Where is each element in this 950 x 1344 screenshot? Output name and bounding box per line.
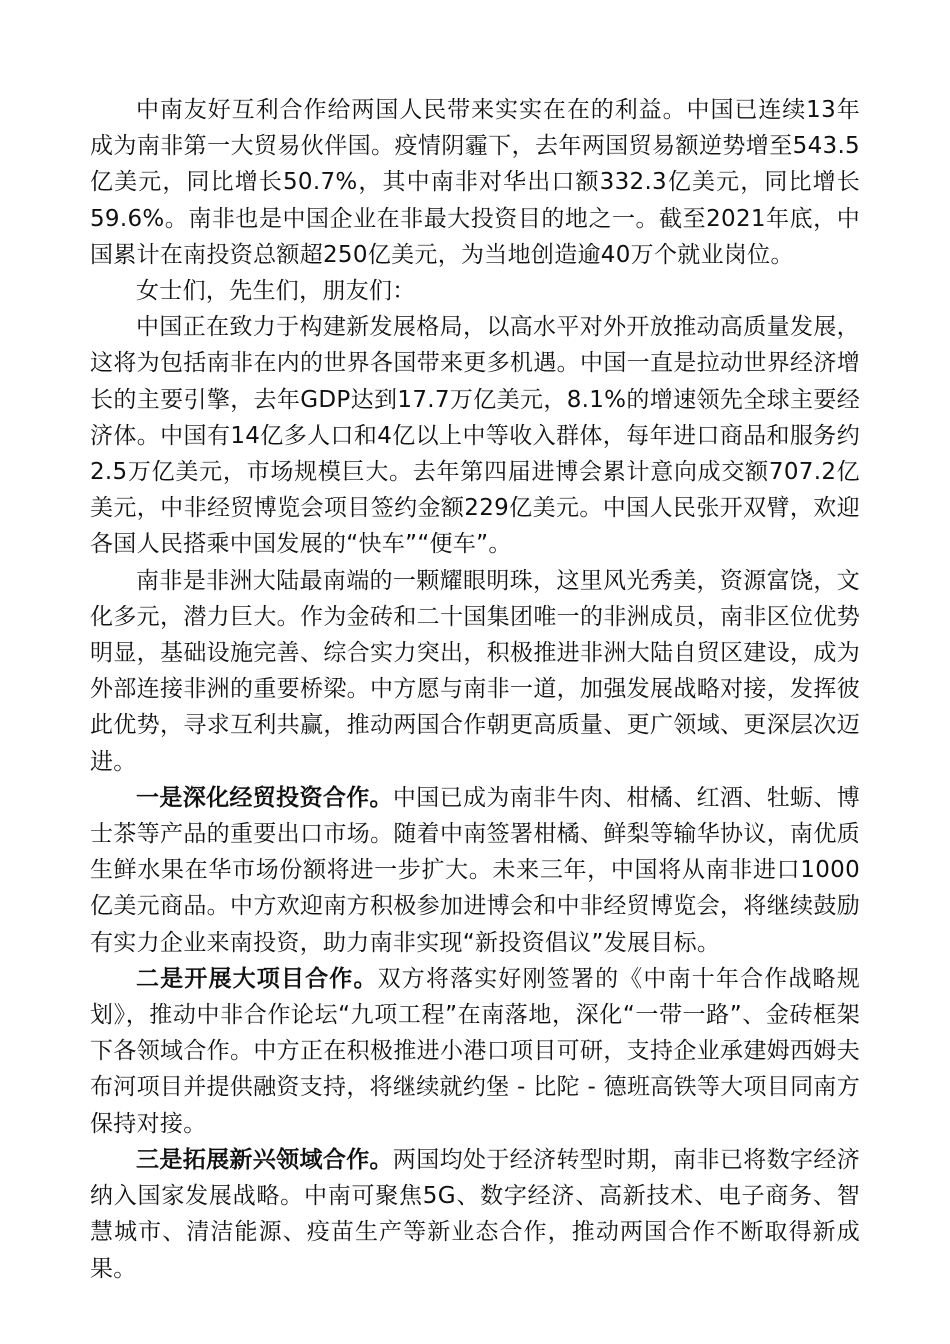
paragraph-emerging-fields: [90, 1142, 860, 1287]
paragraph-lead: 一是深化经贸投资合作。: [136, 784, 393, 811]
paragraph-lead: 三是拓展新兴领域合作。: [136, 1146, 393, 1173]
paragraph-text: 南非是非洲大陆最南端的一颗耀眼明珠，这里风光秀美，资源富饶，文化多元，潜力巨大。作为金砖和二十国集团唯一的非洲成员，南非区位优势明显，基础设施完善、综合实力突出，积极推进非洲大陆自贸区建设，成为外部连接非洲的重要桥梁。中方愿与南非一道，加强发展战略对接，发挥彼此优势，寻求互利共赢，推动两国合作朝更高质量、更广领域、更深层次迈进。: [90, 567, 860, 775]
paragraph-text: 中南友好互利合作给两国人民带来实实在在的利益。中国已连续13年成为南非第一大贸易伙伴国。疫情阴霾下，去年两国贸易额逆势增至543.5亿美元，同比增长50.7%，其中南非对华出口额332.3亿美元，同比增长59.6%。南非也是中国企业在非最大投资目的地之一。截至2021年底，中国累计在南投资总额超250亿美元，为当地创造逾40万个就业岗位。: [90, 97, 860, 268]
paragraph-china-development: [90, 309, 860, 562]
paragraph-text: 女士们，先生们，朋友们：: [136, 278, 416, 305]
paragraph-trade-benefits: [90, 92, 860, 273]
paragraph-lead: 二是开展大项目合作。: [136, 965, 378, 992]
paragraph-text: 中国已成为南非牛肉、柑橘、红酒、牡蛎、博士茶等产品的重要出口市场。随着中南签署柑橘、鲜梨等输华协议，南优质生鲜水果在华市场份额将进一步扩大。未来三年，中国将从南非进口1000亿美元商品。中方欢迎南方积极参加进博会和中非经贸博览会，将继续鼓励有实力企业来南投资，助力南非实现“新投资倡议”发展目标。: [90, 784, 860, 956]
document-page: [90, 92, 860, 1287]
paragraph-south-africa: [90, 563, 860, 780]
paragraph-salutation: [90, 273, 860, 309]
paragraph-text: 两国均处于经济转型时期，南非已将数字经济纳入国家发展战略。中南可聚焦5G、数字经济、高新技术、电子商务、智慧城市、清洁能源、疫苗生产等新业态合作，推动两国合作不断取得新成果。: [90, 1146, 860, 1282]
paragraph-text: 双方将落实好刚签署的《中南十年合作战略规划》，推动中非合作论坛“九项工程”在南落地，深化“一带一路”、金砖框架下各领域合作。中方正在积极推进小港口项目可研，支持企业承建姆西姆夫布河项目并提供融资支持，将继续就约堡 - 比陀 - 德班高铁等大项目同南方保持对接。: [90, 965, 861, 1137]
paragraph-trade-investment: [90, 780, 860, 961]
paragraph-major-projects: [90, 961, 860, 1142]
paragraph-text: 中国正在致力于构建新发展格局，以高水平对外开放推动高质量发展，这将为包括南非在内的世界各国带来更多机遇。中国一直是拉动世界经济增长的主要引擎，去年GDP达到17.7万亿美元，8.1%的增速领先全球主要经济体。中国有14亿多人口和4亿以上中等收入群体，每年进口商品和服务约2.5万亿美元，市场规模巨大。去年第四届进博会累计意向成交额707.2亿美元，中非经贸博览会项目签约金额229亿美元。中国人民张开双臂，欢迎各国人民搭乘中国发展的“快车”“便车”。: [90, 314, 860, 558]
